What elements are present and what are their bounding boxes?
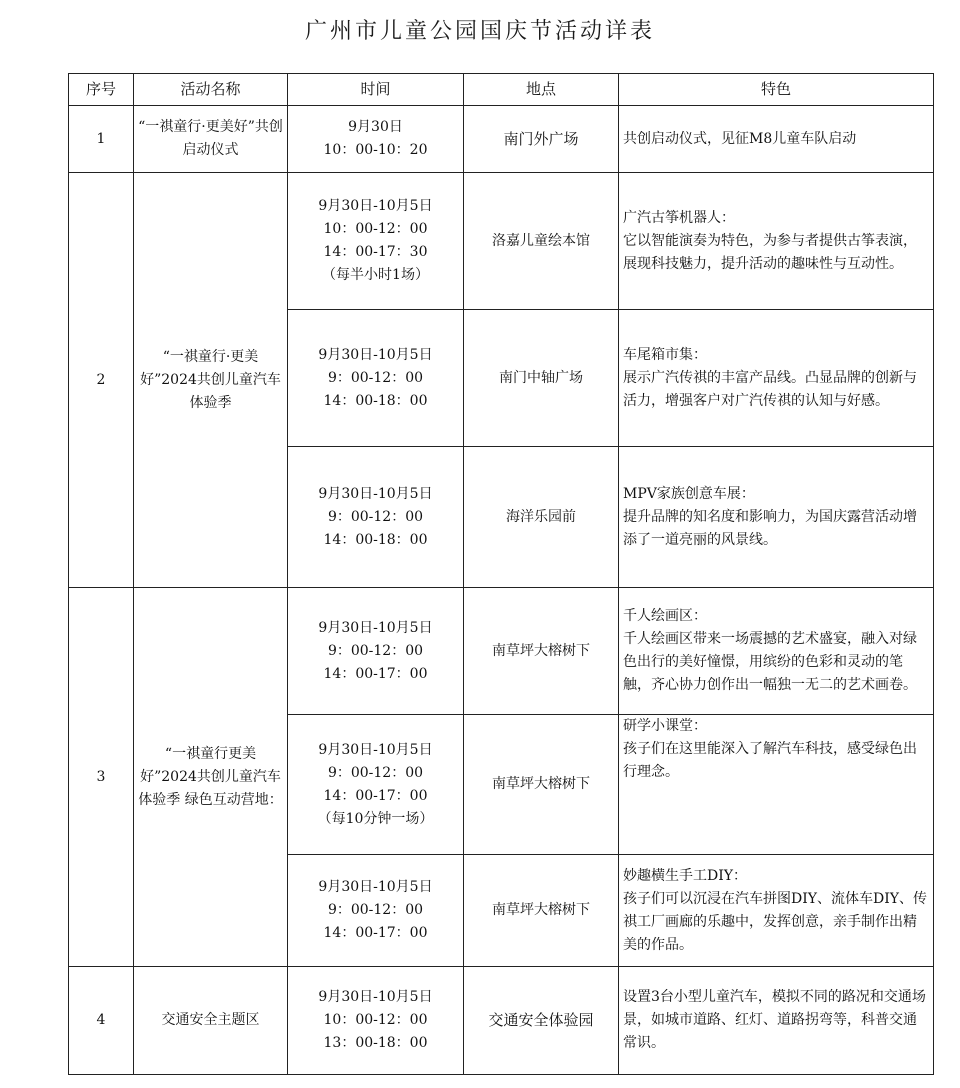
header-no: 序号 (69, 74, 134, 106)
feature-text: 展示广汽传祺的丰富产品线。凸显品牌的创新与活力，增强客户对广汽传祺的认知与好感。 (623, 369, 917, 409)
feature-text: 千人绘画区带来一场震撼的艺术盛宴，融入对绿色出行的美好憧憬，用缤纷的色彩和灵动的笔触，齐心协力创作出一幅独一无二的艺术画卷。 (623, 631, 917, 693)
header-feature: 特色 (619, 74, 934, 106)
session-location: 洛嘉儿童绘本馆 (464, 173, 619, 310)
session-feature (619, 447, 934, 588)
header-name: 活动名称 (134, 74, 288, 106)
time-line: 14：00-17：00 (323, 925, 428, 941)
page-title: 广州市儿童公园国庆节活动详表 (304, 19, 655, 44)
table-row (69, 173, 934, 310)
session-location: 南草坪大榕树下 (464, 715, 619, 855)
feature-heading: 研学小课堂： (623, 718, 707, 734)
activity-name: “一祺童行·更美好”共创启动仪式 (134, 106, 288, 173)
session-location: 南门中轴广场 (464, 310, 619, 447)
time-line: 10：00-12：00 (323, 221, 428, 237)
session-location: 南门外广场 (464, 106, 619, 173)
session-feature (619, 715, 934, 855)
feature-text: 孩子们可以沉浸在汽车拼图DIY、流体车DIY、传祺工厂画廊的乐趣中，发挥创意，亲手制作出精美的作品。 (623, 890, 927, 953)
time-line: 9：00-12：00 (327, 642, 424, 659)
session-feature (619, 588, 934, 715)
feature-heading: 广汽古筝机器人： (623, 209, 735, 226)
time-line: 10：00-10：20 (323, 142, 428, 158)
feature-heading: 妙趣横生手工DIY： (623, 867, 747, 884)
feature-heading: 车尾箱市集： (623, 346, 707, 363)
table-header-row (69, 74, 934, 106)
time-line: 14：00-17：30 (323, 244, 428, 260)
time-line: 9月30日 (348, 119, 403, 135)
time-line: 9：00-12：00 (327, 369, 424, 386)
time-line: 9月30日-10月5日 (318, 485, 433, 502)
session-time (288, 715, 464, 855)
time-line: 10：00-12：00 (323, 1012, 428, 1028)
session-time (288, 106, 464, 173)
activity-table (68, 73, 934, 1075)
feature-text: 提升品牌的知名度和影响力，为国庆露营活动增添了一道亮丽的风景线。 (623, 508, 917, 548)
activity-name: 交通安全主题区 (134, 967, 288, 1075)
time-line: 9月30日-10月5日 (318, 989, 433, 1005)
feature-text: 它以智能演奏为特色，为参与者提供古筝表演，展现科技魅力，提升活动的趣味性与互动性。 (623, 232, 917, 272)
session-time (288, 310, 464, 447)
session-location: 交通安全体验园 (464, 967, 619, 1075)
time-line: 14：00-17：00 (323, 665, 428, 682)
activity-no: 1 (69, 106, 134, 173)
activity-no: 4 (69, 967, 134, 1075)
activity-no: 2 (69, 173, 134, 588)
time-line: 14：00-18：00 (323, 392, 428, 409)
time-line: 13：00-18：00 (323, 1035, 428, 1051)
time-line: （每10分钟一场） (317, 810, 434, 827)
time-line: 9：00-12：00 (327, 902, 424, 918)
feature-text: 共创启动仪式，见征M8儿童车队启动 (623, 130, 857, 147)
time-line: 9月30日-10月5日 (318, 741, 433, 758)
time-line: 9月30日-10月5日 (318, 198, 433, 214)
table-row (69, 967, 934, 1075)
time-line: 9：00-12：00 (327, 764, 424, 781)
time-line: 9月30日-10月5日 (318, 619, 433, 636)
header-location: 地点 (464, 74, 619, 106)
session-feature (619, 310, 934, 447)
table-row (69, 106, 934, 173)
activity-no: 3 (69, 588, 134, 967)
session-location: 南草坪大榕树下 (464, 588, 619, 715)
time-line: 9：00-12：00 (327, 508, 424, 525)
time-line: 9月30日-10月5日 (318, 879, 433, 895)
feature-heading: MPV家族创意车展： (623, 485, 755, 502)
session-feature (619, 855, 934, 967)
time-line: （每半小时1场） (322, 267, 429, 283)
table-row (69, 588, 934, 715)
session-feature (619, 106, 934, 173)
session-feature (619, 967, 934, 1075)
session-time (288, 447, 464, 588)
time-line: 9月30日-10月5日 (318, 346, 433, 363)
session-time (288, 173, 464, 310)
time-line: 14：00-17：00 (323, 787, 428, 804)
header-time: 时间 (288, 74, 464, 106)
session-feature (619, 173, 934, 310)
session-time (288, 967, 464, 1075)
session-time (288, 855, 464, 967)
session-location: 海洋乐园前 (464, 447, 619, 588)
feature-heading: 千人绘画区： (623, 608, 707, 624)
session-location: 南草坪大榕树下 (464, 855, 619, 967)
session-time (288, 588, 464, 715)
activity-name: “一祺童行·更美好”2024共创儿童汽车体验季 (134, 173, 288, 588)
time-line: 14：00-18：00 (323, 531, 428, 548)
feature-text: 设置3台小型儿童汽车，模拟不同的路况和交通场景，如城市道路、红灯、道路拐弯等，科普交通常识。 (623, 989, 926, 1051)
activity-name: “一祺童行更美好”2024共创儿童汽车体验季 绿色互动营地： (134, 588, 288, 967)
feature-text: 孩子们在这里能深入了解汽车科技，感受绿色出行理念。 (623, 741, 917, 780)
